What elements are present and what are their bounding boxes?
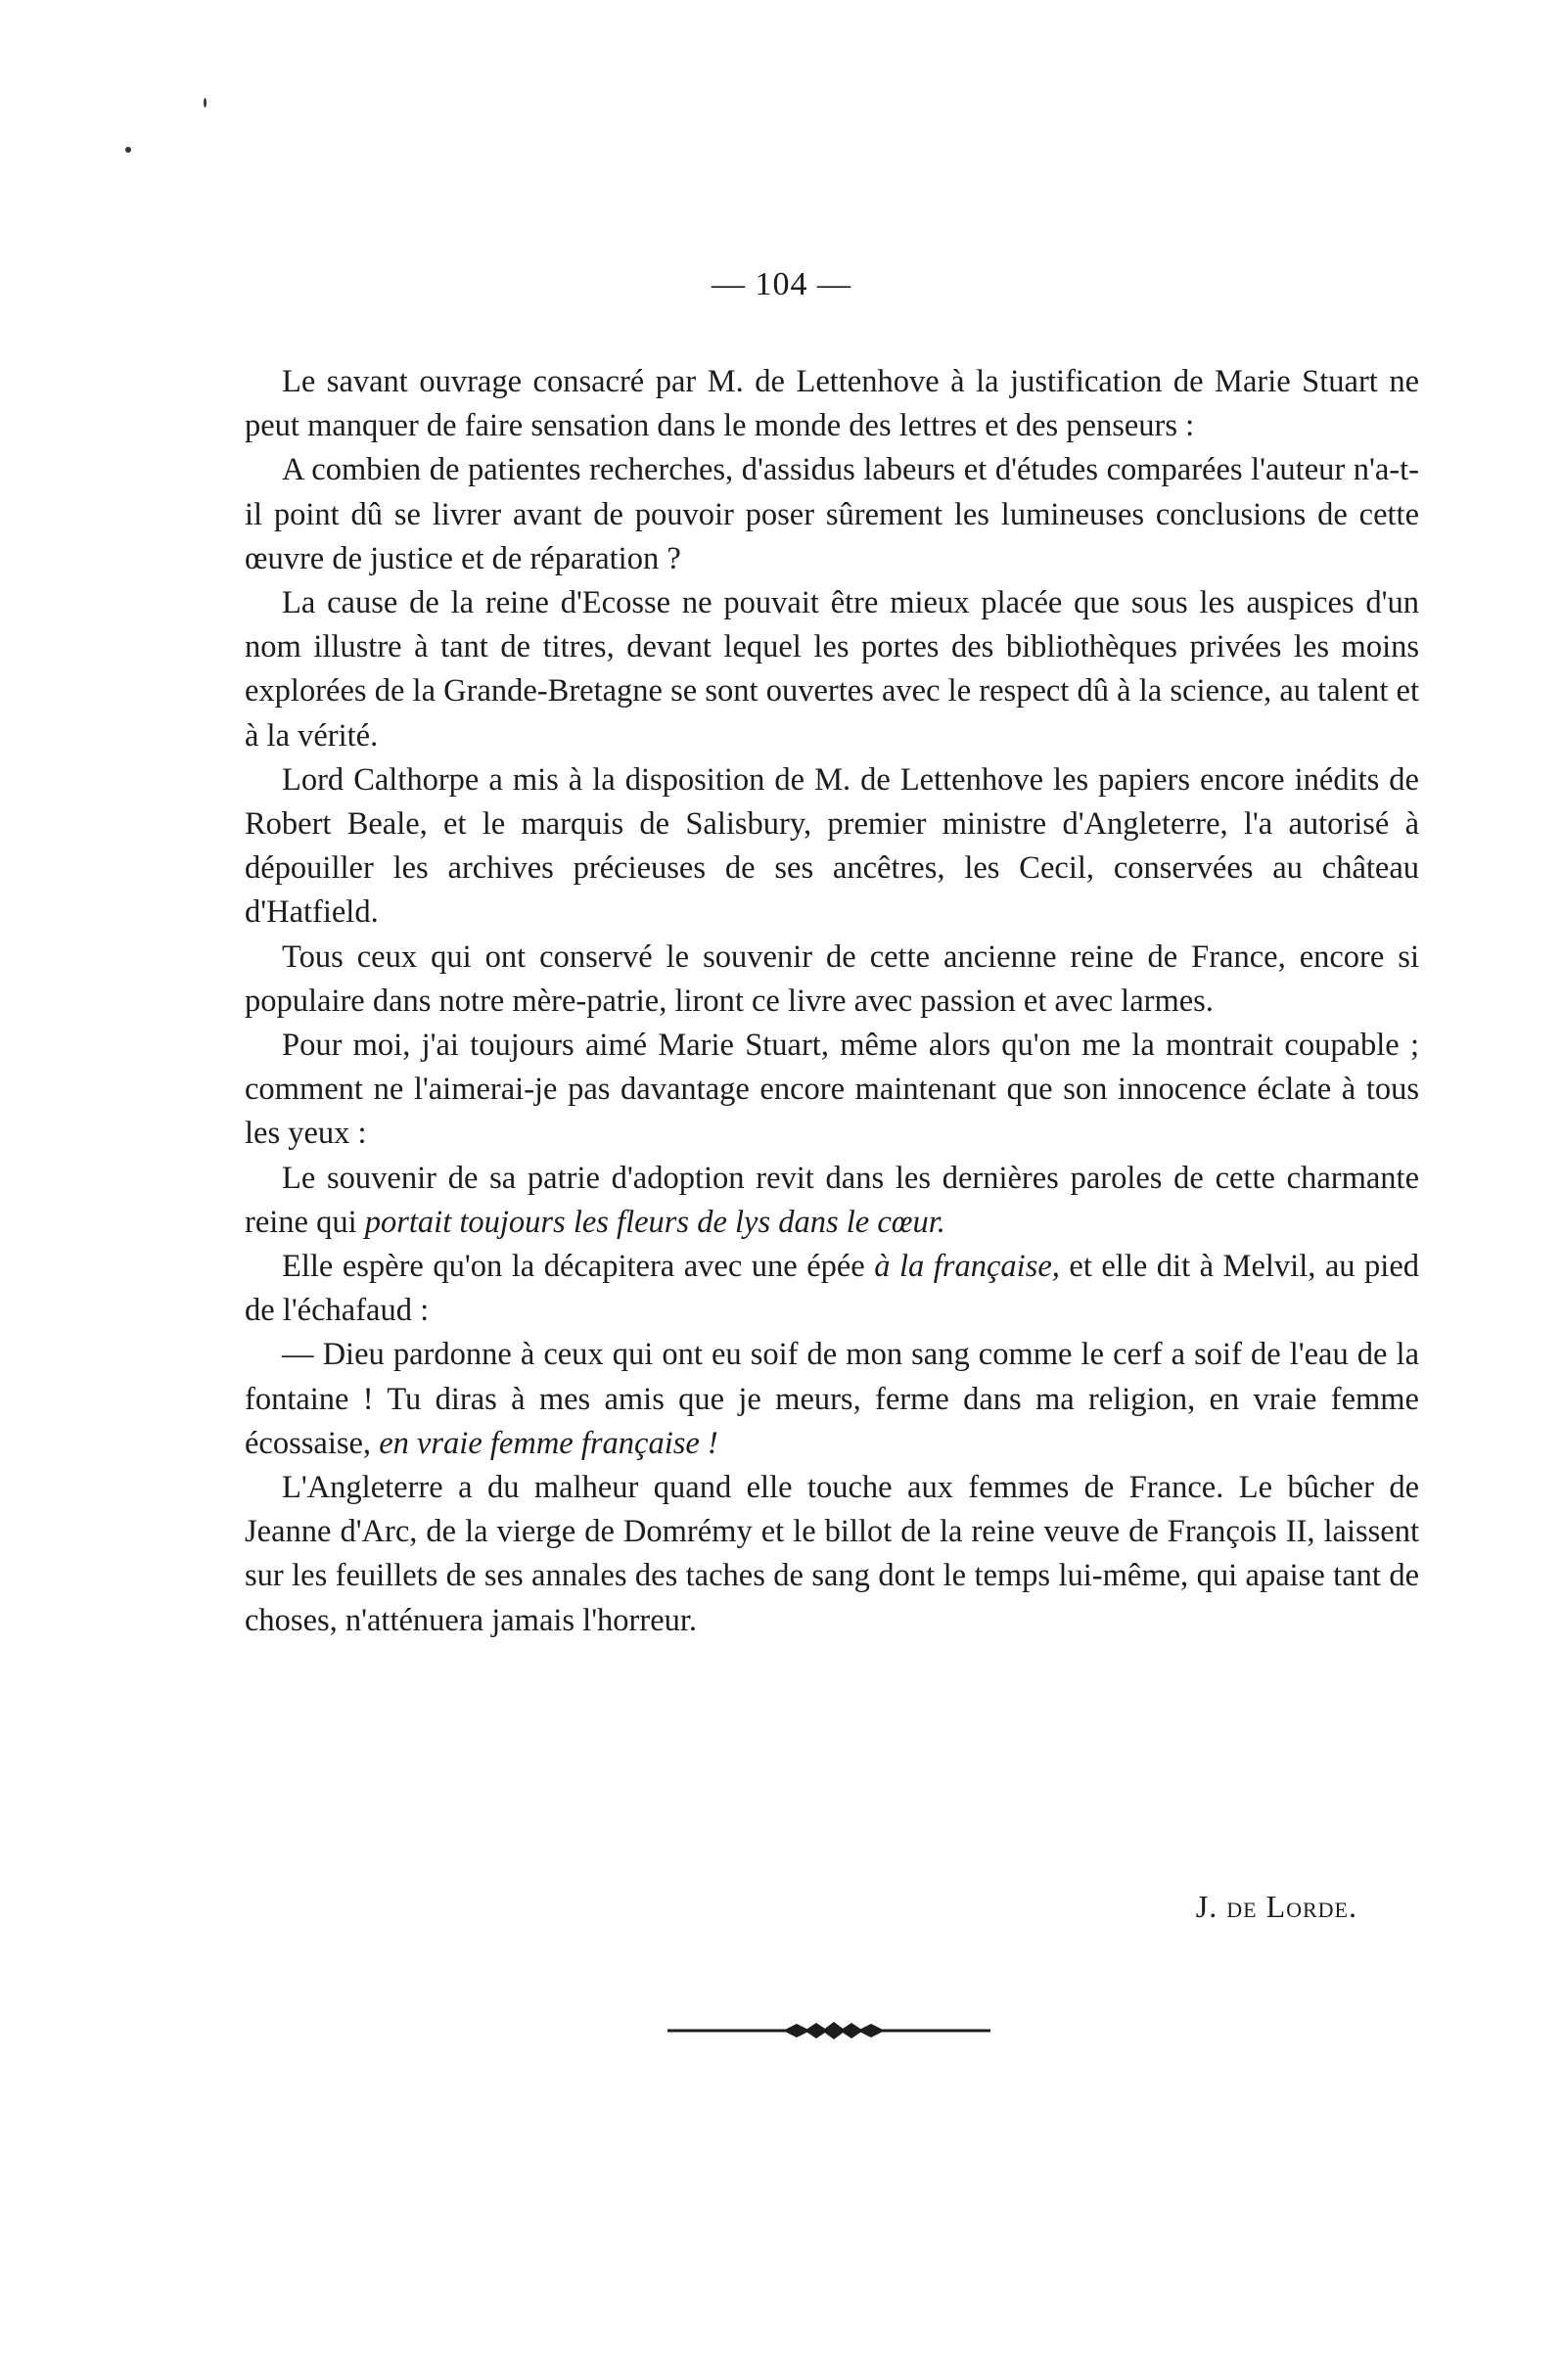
page-number: — 104 — xyxy=(712,266,851,302)
signature-particle: de xyxy=(1226,1889,1258,1924)
italic-phrase: portait toujours les fleurs de lys dans le cœur. xyxy=(364,1204,945,1240)
paragraph: L'Angleterre a du malheur quand elle touche aux femmes de France. Le bûcher de Jeanne d'Arc, de la vierge de Domrémy et le billot de la reine veuve de François II, laissent sur les feuillets de ses annales des taches de sang dont le temps lui-même, qui apaise tant de choses, n'atténuera jamais l'horreur. xyxy=(245,1470,1419,1638)
tailpiece-ornament xyxy=(667,2018,990,2043)
page-speck xyxy=(204,98,207,108)
paragraph: Lord Calthorpe a mis à la disposition de M. de Lettenhove les papiers encore inédits de Robert Beale, et le marquis de Salisbury, premier ministre d'Angleterre, l'a autorisé à dépouiller les archives précieuses de ses ancêtres, les Cecil, conservées au château d'Hatfield. xyxy=(245,761,1419,931)
paragraph: Le souvenir de sa patrie d'adoption revit dans les dernières paroles de cette charmante reine qui portait toujours les fleurs de lys dans le cœur. xyxy=(245,1160,1419,1240)
paragraph: Tous ceux qui ont conservé le souvenir de cette ancienne reine de France, encore si populaire dans notre mère-patrie, liront ce livre avec passion et avec larmes. xyxy=(245,938,1419,1019)
paragraph: Pour moi, j'ai toujours aimé Marie Stuart, même alors qu'on me la montrait coupable ; comment ne l'aimerai-je pas davantage encore maintenant que son innocence éclate à tous les yeux : xyxy=(245,1028,1419,1152)
body-text xyxy=(245,360,1419,1643)
paragraph: Le savant ouvrage consacré par M. de Lettenhove à la justification de Marie Stuart ne peut manquer de faire sensation dans le monde des lettres et des penseurs : xyxy=(245,364,1419,444)
paragraph: La cause de la reine d'Ecosse ne pouvait être mieux placée que sous les auspices d'un nom illustre à tant de titres, devant lequel les portes des bibliothèques privées les moins explorées de la Grande-Bretagne se sont ouvertes avec le respect dû à la science, au talent et à la vérité. xyxy=(245,585,1419,754)
signature-initial: J. xyxy=(1195,1889,1218,1924)
paragraph: Elle espère qu'on la décapitera avec une épée à la française, et elle dit à Melvil, au pied de l'échafaud : xyxy=(245,1249,1420,1329)
paragraph: A combien de patientes recherches, d'assidus labeurs et d'études comparées l'auteur n'a-t-il point dû se livrer avant de pouvoir poser sûrement les lumineuses conclusions de cette œuvre de justice et de réparation ? xyxy=(245,452,1419,576)
paragraph: — Dieu pardonne à ceux qui ont eu soif de mon sang comme le cerf a soif de l'eau de la fontaine ! Tu diras à mes amis que je meurs, ferme dans ma religion, en vraie femme écossaise, en vraie femme française ! xyxy=(245,1337,1419,1461)
signature-name: Lorde. xyxy=(1265,1889,1357,1924)
italic-phrase: à la française, xyxy=(874,1249,1060,1285)
author-signature xyxy=(1196,1889,1357,1925)
page-speck xyxy=(125,147,131,153)
italic-phrase: en vraie femme française ! xyxy=(379,1425,718,1461)
